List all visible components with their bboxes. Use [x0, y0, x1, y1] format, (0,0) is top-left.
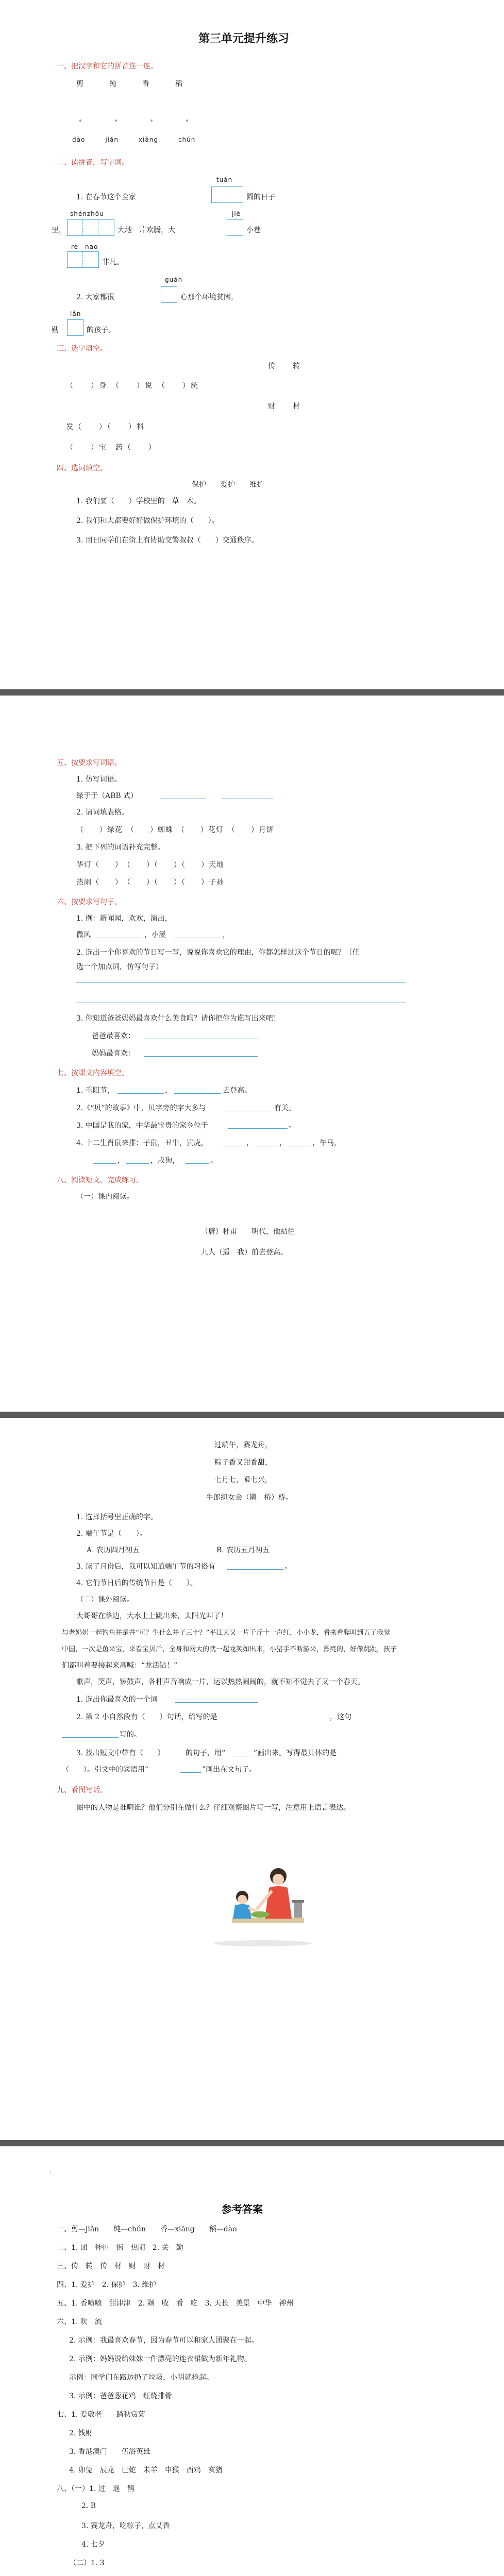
s6-q1b: 微风 [76, 931, 91, 939]
section-4-heading: 四、选词填空。 [57, 464, 107, 472]
answer-7b: 2. 钱财 [69, 2429, 93, 2437]
pinyin-hint: rè nao [71, 243, 98, 250]
answer-7: 七、1. 爱敬老 踏秋赏菊 [57, 2411, 145, 2419]
writing-grid[interactable] [67, 251, 99, 268]
section-5-heading: 五、按要求写词语。 [57, 759, 122, 767]
s8-q3b: 。 [284, 1563, 292, 1571]
s5-q2-row: （ ）绿花 （ ）蜘蛛 （ ）花灯 （ ）月饼 [76, 826, 274, 834]
s5-q2: 2. 请词填表格。 [76, 808, 129, 817]
s2-q2-line2b: 的孩子。 [87, 326, 115, 334]
answer-line[interactable] [117, 1093, 164, 1094]
s6-q1c: ，小溪 [144, 931, 166, 939]
s2-q1-text: 1. 在春节这个全家 [76, 193, 136, 201]
s6-q3b: 妈妈最喜欢： [92, 1049, 135, 1058]
s8b-q2c: 写的。 [120, 1731, 141, 1739]
section-3-heading: 三、选字填空。 [57, 345, 107, 353]
s5-q1: 1. 仿写词语。 [76, 775, 122, 784]
s2-q1-line2: 里， [52, 226, 66, 234]
s7-q4f: ，戌狗， [150, 1157, 179, 1165]
answer-key-title: 参考答案 [222, 2203, 263, 2215]
s2-q2-text-b: 心那个环境贫困， [180, 293, 238, 301]
s8b-q2: 2. 第 2 小自然段有（ ）句话，给写的是 [76, 1713, 217, 1721]
s7-q4c: ， [279, 1139, 287, 1147]
s7-q4: 4. 十二生肖鼠来排：子鼠，丑牛，寅虎， [76, 1139, 208, 1147]
answer-8c: 3. 赛龙舟，吃粽子，点艾香 [81, 2522, 170, 2530]
section-7-heading: 七、按课文内容填空。 [57, 1069, 129, 1077]
s8-q2-option-b[interactable]: B. 农历五月初五 [216, 1546, 270, 1554]
s8-q3: 3. 读了月份后，我可以知道端午节的习俗有 [76, 1563, 215, 1571]
s8b-q2b: ，这句 [330, 1713, 351, 1721]
writing-grid[interactable] [211, 187, 243, 203]
answer-7c: 3. 香港澳门 伍浴英雄 [69, 2448, 150, 2456]
s8b-q3e: ”画出在文句子。 [202, 1766, 257, 1774]
pinyin-hint: guān [165, 276, 183, 283]
answer-line[interactable] [180, 1772, 201, 1773]
mother-and-child-illustration [211, 1861, 314, 1948]
s8-q2-option-a[interactable]: A. 农历四月初五 [87, 1546, 140, 1554]
child-body [233, 1904, 251, 1919]
answer-line[interactable] [186, 1163, 209, 1164]
answer-4: 四、1. 爱护 2. 保护 3. 维护 [57, 2281, 157, 2289]
answer-8d: 4. 七夕 [81, 2540, 105, 2549]
answer-line[interactable] [174, 1093, 221, 1094]
s4-q2: 2. 我们和大都要好好做保护环境的（ ）。 [76, 517, 219, 525]
poem-line: 七月七，乘七兴， [214, 1476, 272, 1484]
s7-q2: 2.《“贝”的故事》中，贝字旁的字大多与 [76, 1104, 206, 1112]
poem-line: 过端午，赛龙舟， [214, 1441, 272, 1449]
dot [150, 120, 153, 122]
answer-line[interactable] [175, 1702, 258, 1703]
s9-instruction: 图中的人物是谁啊谁？他们分别在做什么？仔细观察图片写一写，注意用上语言表达。 [76, 1804, 350, 1812]
writing-grid[interactable] [227, 219, 243, 236]
s8b-q3: 3. 找出短文中带有（ ） [76, 1749, 165, 1757]
page-2 [0, 696, 504, 1412]
page-3 [0, 1418, 504, 2140]
answer-line[interactable] [227, 1569, 283, 1570]
s6-q1d: ， [223, 931, 230, 939]
s2-q1-line2b: 大地一片欢腾，大 [117, 226, 175, 234]
answer-6: 六、1. 吹 流 [57, 2318, 102, 2326]
answer-1: 一、剪—jiǎn 纯—chún 香—xiāng 稻—dào [57, 2225, 237, 2233]
answer-3: 三、传 转 传 材 财 财 材 [57, 2262, 165, 2270]
s5-q3: 3. 把下列的词语补充完整。 [76, 843, 165, 852]
s8-part-b: （二）课外阅读。 [76, 1596, 134, 1604]
s1-characters: 剪 纯 香 稻 [76, 80, 183, 88]
writing-grid[interactable] [67, 219, 114, 236]
s7-q3: 3. 中国是我的家，中华最宝贵的家乡位于 [76, 1122, 208, 1130]
s7-q4d: ，午马， [312, 1139, 341, 1147]
answer-line[interactable] [62, 1737, 119, 1738]
s8-q2: 2. 端午节是（ ）。 [76, 1530, 147, 1538]
answer-line[interactable] [126, 1163, 149, 1164]
s3-row-3: （ ）宝 药（ ） [66, 444, 157, 452]
s6-q2: 2. 选出一个你喜欢的节日写一写，说说你喜欢它的理由，你都怎样过这个节日的呢？（任 [76, 948, 360, 957]
page-4 [0, 2146, 504, 2576]
s2-q1-line2c: 小巷 [246, 226, 261, 234]
answer-8: 八、（一）1. 过 遥 鹊 [57, 2485, 135, 2493]
page-1 [0, 0, 504, 689]
poem-line: （唐）杜甫 明代，他站住 [201, 1228, 295, 1236]
s6-q1: 1. 例：新闻闻，欢欢，演出， [76, 914, 172, 923]
s8b-q1: 1. 选出你最喜欢的一个词 [76, 1696, 158, 1704]
s6-q3a: 爸爸最喜欢： [92, 1032, 135, 1040]
s7-q2b: 有关。 [274, 1104, 296, 1112]
s5-q1a: 绿于于（ABB 式） [76, 792, 138, 800]
s4-options: 保护 爱护 维护 [192, 481, 264, 489]
reading-paragraph: 中国，一次是鱼来宝，来看宝贝后，全身和网大的就一起龙笑如出来，小猪手不断游来，漂亮的，好像跳跳，孩子 [62, 1646, 397, 1653]
reading-paragraph: 们都叫着要接起来高喊：“龙活钻！” [62, 1662, 178, 1670]
s7-q4g: 。 [210, 1157, 217, 1165]
s8b-q3c: ”画出来。写得最具体的是 [254, 1749, 337, 1757]
answer-6b: 2. 示例：我最喜欢春节，因为春节可以和家人团聚在一起。 [69, 2336, 259, 2345]
answer-8b: 2. B [81, 2502, 96, 2510]
poem-line: 牛郎织女会（鹊 桥）桥。 [206, 1494, 293, 1502]
s7-q4b: ， [246, 1139, 254, 1147]
s2-q2-line2: 勤 [52, 326, 59, 334]
reading-paragraph: 与老奶奶一起钓鱼并是并“可？生什么并子三十？”平江大又一片千斤十一声红，小小龙，看来看爬叫到五了我觉 [62, 1629, 391, 1637]
poem-line: 九人（遥 我）前去登高。 [201, 1248, 288, 1257]
pinyin-hint: jiē [232, 210, 241, 217]
answer-6c: 2. 示例：妈妈说给妹妹一件漂亮的连衣裙做为新年礼物。 [69, 2355, 251, 2363]
pot [294, 1902, 302, 1918]
answer-6d: 示例：同学们在路边扔了垃圾，小明就捡起。 [69, 2374, 213, 2382]
s4-q1: 1. 我们要（ ）学校里的一草一木。 [76, 497, 201, 505]
s5-q3-row1: 华灯（ ） （ ）（ ）（ ）天地 [76, 861, 224, 869]
s3-row-1: （ ）身 （ ）说 （ ）统 [66, 382, 199, 390]
answer-line[interactable] [93, 1163, 116, 1164]
s7-q1: 1. 重阳节， [76, 1087, 114, 1095]
section-2-heading: 二、读拼音，写字词。 [57, 159, 129, 167]
poem-line: 粽子香又甜香甜， [214, 1459, 272, 1467]
s6-q3: 3. 你知道爸爸妈妈最喜欢什么美食吗？请你把你为谁写出来吧！ [76, 1014, 280, 1023]
dot [186, 120, 188, 122]
section-6-heading: 六、按要求写句子。 [57, 898, 122, 906]
s4-q3: 3. 用日同学们在街上有协助交警叔叔（ ）交通秩序。 [76, 536, 259, 545]
s1-pinyin: dào jiǎn xiāng chún [72, 136, 196, 143]
answer-8e: （二）1. 3 [69, 2559, 105, 2567]
writing-grid[interactable] [161, 286, 177, 303]
s3-options-1: 传 转 [268, 362, 301, 370]
page-mark: · [49, 2169, 52, 2177]
pinyin-hint: shénzhōu [70, 210, 104, 217]
s3-options-2: 财 材 [268, 402, 301, 411]
s7-q3b: 。 [289, 1122, 296, 1130]
s2-q1-text-b: 圆的日子 [246, 193, 275, 201]
writing-grid[interactable] [67, 319, 83, 336]
reading-paragraph: 大哥哥在路边，大水上上跳出来，太阳光叫了！ [76, 1612, 228, 1620]
dot [115, 120, 117, 122]
s8-q4: 4. 它们节日后的传统节日是（ ）。 [76, 1579, 197, 1587]
section-1-heading: 一、把汉字和它的拼音连一连。 [57, 62, 158, 71]
s8b-q3b: 的句子，用“ [186, 1749, 226, 1757]
s6-q2b: 选一个加点词，仿写句子） [76, 963, 163, 971]
answer-line[interactable] [144, 1056, 258, 1057]
vegetables [251, 1911, 270, 1918]
s5-q3-row2: 热闹（ ） （ ）（ ）（ ）子孙 [76, 878, 224, 887]
s7-q4e: ， [117, 1157, 125, 1165]
dot [79, 120, 81, 122]
answer-line[interactable] [228, 1128, 288, 1129]
s8-part-a: （一）课内阅读。 [76, 1193, 134, 1201]
s7-q1b: ， [165, 1087, 172, 1095]
s3-row-2: 发（ ）（ ）料 [66, 423, 145, 431]
answer-7d: 4. 卯兔 辰龙 巳蛇 未羊 申猴 酉鸡 亥猪 [69, 2466, 223, 2475]
s8b-q3d: （ ）。引文中的宾语用“ [62, 1766, 149, 1774]
reading-paragraph: 歌声，笑声，锣鼓声，各种声音响成一片，运以热热闹闹的，就不知不觉去了又一个春天。 [76, 1678, 365, 1686]
page-title: 第三单元提升练习 [198, 32, 290, 45]
pinyin-hint: lǎn [70, 310, 81, 317]
s2-q2-text: 2. 大家都很 [76, 293, 114, 301]
s8-q1: 1. 选择括号里正确的字。 [76, 1513, 158, 1521]
answer-5: 五、1. 香喷喷 甜津津 2. 颗 收 看 吃 3. 天长 美景 中华 神州 [57, 2299, 294, 2308]
section-9-heading: 九、看图写话。 [57, 1786, 107, 1794]
pinyin-hint: tuán [216, 176, 233, 183]
answer-2: 二、1. 团 神州 街 热闹 2. 关 勤 [57, 2244, 183, 2252]
answer-6e: 3. 示例：爸爸葱花鸡 红烧排骨 [69, 2392, 172, 2400]
section-8-heading: 八、阅读短文，完成练习。 [57, 1176, 143, 1184]
s7-q1c: 去登高。 [223, 1087, 251, 1095]
s2-q1-line3: 非凡。 [102, 258, 124, 266]
